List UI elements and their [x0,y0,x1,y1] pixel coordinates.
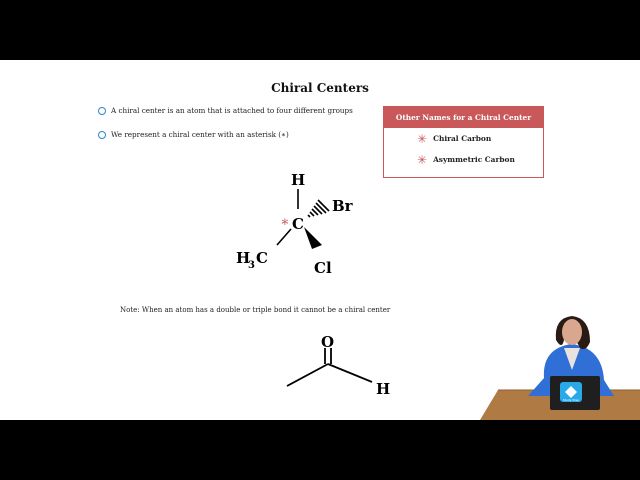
alt-name-item [417,131,492,146]
atom-o: O [321,333,335,351]
atom-c-center: C [292,215,304,233]
bullet-text: We represent a chiral center with an asterisk (∗) [111,130,289,139]
alt-names-header: Other Names for a Chiral Center [384,107,543,128]
atom-h: H [376,380,391,398]
atom-cl: Cl [314,259,332,277]
chiral-asterisk: ∗ [280,214,290,230]
alt-name-item [417,152,515,167]
slide [0,60,640,420]
circle-bullet-icon [98,131,106,139]
alt-names-box [383,106,544,178]
atom-h3c-c: C [256,249,268,267]
alt-name-label: Asymmetric Carbon [433,155,515,164]
bond-left [287,364,328,386]
page-title: Chiral Centers [271,81,369,95]
laptop-logo-text: Study Prep [562,398,580,402]
atom-h3c-h: H [236,249,251,267]
circle-bullet-icon [98,107,106,115]
bullet-item [98,130,289,139]
bullet-text: A chiral center is an atom that is attached to four different groups [111,106,353,115]
atom-h3c-subscript: 3 [248,260,255,271]
solid-wedge-bond [304,227,322,249]
atom-br: Br [332,197,353,215]
note-text: Note: When an atom has a double or triple bond it cannot be a chiral center [120,306,391,314]
bond-right [328,364,372,382]
face [562,319,582,345]
atom-h-top: H [291,171,306,189]
presenter-video [468,310,640,420]
asterisk-icon: ✳ [417,152,428,167]
hashed-wedge-bond [308,200,329,217]
asterisk-icon: ✳ [417,131,428,146]
bullet-item [98,106,353,115]
alt-name-label: Chiral Carbon [433,134,492,143]
chiral-molecule-diagram [220,165,370,285]
aldehyde-molecule-diagram [280,330,400,400]
bond-ch3 [277,229,291,245]
